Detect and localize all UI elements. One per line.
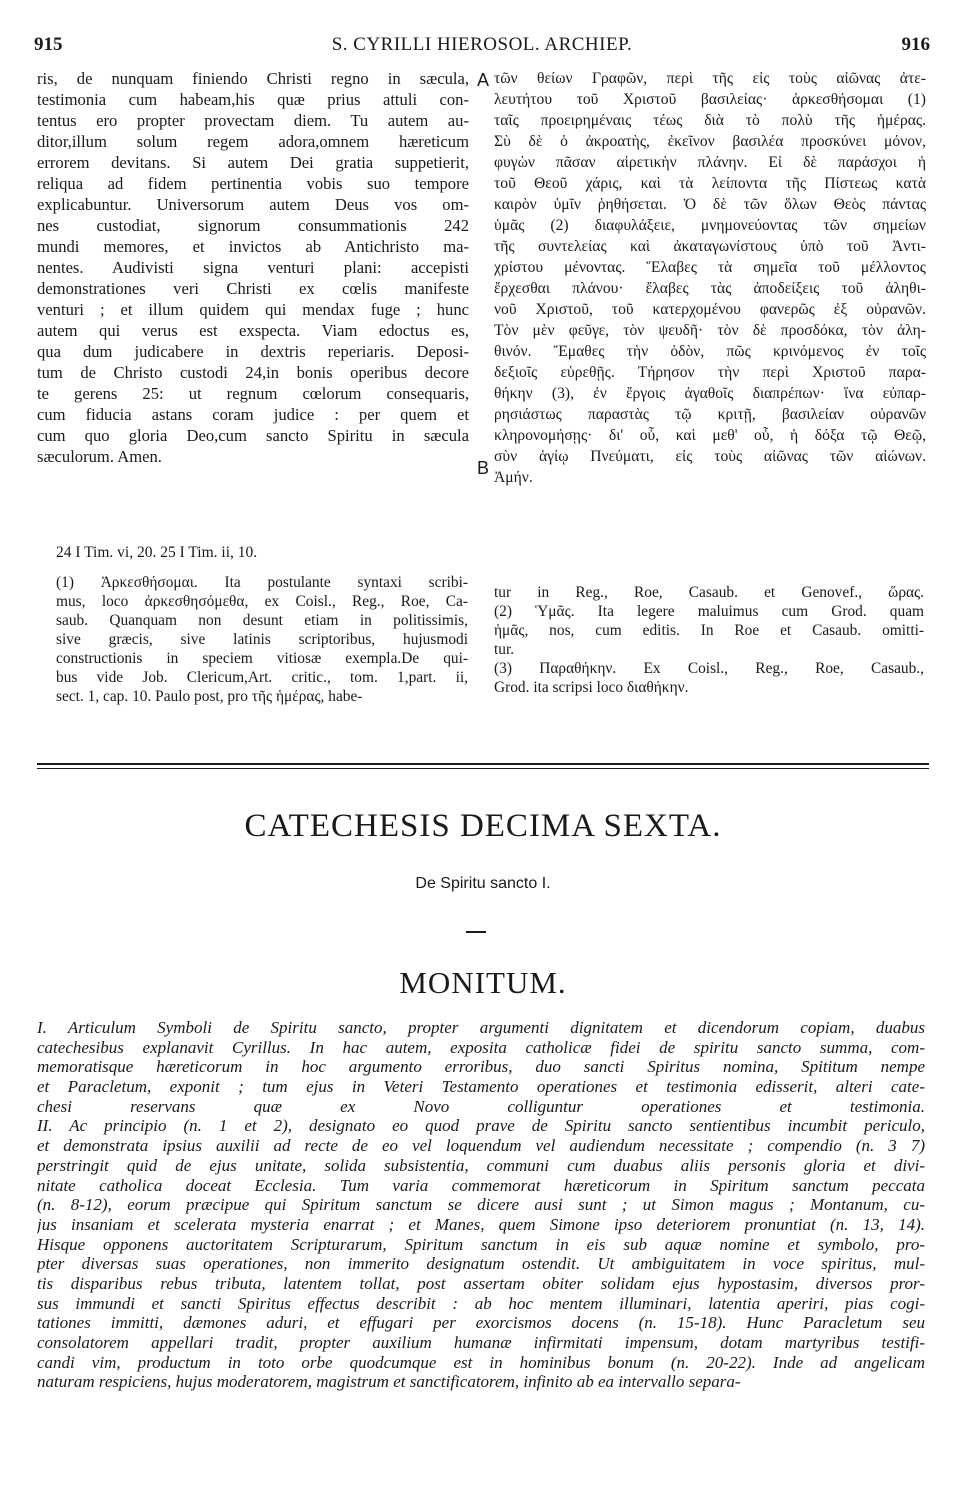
- monitum-text-line: tis disparibus rebus tributa, latentem tollat, post assertam obiter solidam ejus hypostasim, diversos pror-: [37, 1273, 925, 1293]
- footnote-line: (1) Ἀρκεσθήσομαι. Ita postulante syntaxi scribi-: [56, 574, 468, 591]
- latin-text-line: demonstrationes veri Christi ex cœlis manifeste: [37, 279, 469, 298]
- latin-column: [37, 68, 469, 467]
- latin-text-line: nentes. Audivisti signa venturi plani: accepisti: [37, 258, 469, 277]
- monitum-text-line: jus insaniam et scelerata mysteria enarrat ; et Manes, quem Simone ipso deteriorem pronuntiat (n. 13, 14).: [37, 1214, 925, 1234]
- greek-text-line: ρησιάστως παραστὰς τῷ κριτῇ, βασιλείαν οὐρανῶν: [494, 406, 926, 423]
- monitum-text-line: catechesibus explanavit Cyrillus. In hac autem, exposita catholicæ fidei de spiritu sancto summa, com-: [37, 1037, 925, 1057]
- footnote-line: sive græcis, sive latinis scriptoribus, hujusmodi: [56, 631, 468, 648]
- footnotes-left: [56, 573, 468, 706]
- greek-text-line: κληρονομήσῃς· δι' οὗ, καὶ μεθ' οὗ, ἡ δόξα τῷ Θεῷ,: [494, 427, 926, 444]
- greek-text-line: χρίστου μένοντας. Ἔλαβες τὰ σημεῖα τοῦ μέλλοντος: [494, 259, 926, 276]
- section-title: CATECHESIS DECIMA SEXTA.: [244, 808, 722, 844]
- footnote-line: tur.: [494, 641, 515, 658]
- footnote-line: sect. 1, cap. 10. Paulo post, pro τῆς ἡμέρας, habe-: [56, 688, 363, 705]
- section-rule-thick: [37, 763, 929, 765]
- footnotes-right: [494, 583, 924, 697]
- greek-column: [494, 68, 926, 488]
- greek-text-line: Τὸν μὲν φεῦγε, τὸν ψευδῆ· τὸν δὲ προσδόκα, τὸν ἀλη-: [494, 322, 926, 339]
- monitum-text-line: et Paracletum, exponit ; tum ejus in Veteri Testamento operationes et testimonia edisserit, alteri cate-: [37, 1077, 925, 1097]
- monitum-text-line: naturam respiciens, hujus moderatorem, magistrum et sanctificatorem, infinito ab ea intervallo separa-: [37, 1372, 741, 1392]
- latin-text-line: tentus ero propter provectam diem. Tu autem au-: [37, 111, 469, 130]
- monitum-text-line: I. Articulum Symboli de Spiritu sancto, propter argumenti dignitatem et dicendorum copiam, duabus: [37, 1018, 925, 1037]
- monitum-text-line: Hisque opponens auctoritatem Scripturarum, Spiritum sanctum in eis sub aquæ nomine et symbolo, pro-: [37, 1234, 925, 1254]
- monitum-text-line: sus immundi et sancti Spiritus effectus describit : ab hoc mentem illuminari, latentia aperiri, pias cogi-: [37, 1293, 925, 1313]
- greek-text-line: τῶν θείων Γραφῶν, περὶ τῆς εἰς τοὺς αἰῶνας ἀτε-: [494, 70, 926, 87]
- page-number-right: 916: [901, 34, 930, 55]
- greek-text-line: ἔρχεσθαι πλάνου· ἔλαβες τὰς ἀποδείξεις τοῦ ἀληθι-: [494, 280, 926, 297]
- footnote-line: saub. Quanquam non desunt etiam in politissimis,: [56, 612, 468, 629]
- monitum-text-line: candi vim, productum in toto orbe quodcumque est in hominibus bonum (n. 20-22). Inde ad angelicam: [37, 1352, 925, 1372]
- greek-text-line: τοῦ Θεοῦ χάρις, καὶ τὰ λείποντα τῆς Πίστεως κατὰ: [494, 175, 926, 192]
- monitum-text-line: et demonstrata ipsius auxilii ad recte de eo vel loquendum vel audiendum necessitate ; compendio (n. 3 7): [37, 1136, 925, 1156]
- latin-text-line: errorem devitans. Si autem Dei gratia suppetierit,: [37, 153, 469, 172]
- monitum-text-line: II. Ac principio (n. 1 et 2), designato eo quod prave de Spiritu sancto sentientibus incumbit periculo,: [37, 1116, 925, 1136]
- greek-text-line: ὑμᾶς (2) διαφυλάξειε, μνημονεύοντας τῶν σημείων: [494, 217, 926, 234]
- latin-text-line: tum de Christo custodi 24,in bonis operibus decore: [37, 363, 469, 382]
- greek-text-line: Σὺ δὲ ὁ ἀκροατὴς, ἐκεῖνον βασιλέα προσκύνει μόνον,: [494, 133, 926, 150]
- greek-text-line: θινόν. Ἔμαθες τὴν ὁδὸν, πῶς κρινόμενος ἐν τοῖς: [494, 343, 926, 360]
- footnote-line: bus vide Job. Clericum,Art. critic., tom. 1,part. ii,: [56, 669, 468, 686]
- monitum-body: [37, 1018, 925, 1392]
- section-rule-thin: [37, 768, 929, 769]
- greek-text-line: σὺν ἁγίῳ Πνεύματι, εἰς τοὺς αἰῶνας τῶν αἰώνων.: [494, 448, 926, 465]
- footnote-line: (3) Παραθήκην. Ex Coisl., Reg., Roe, Casaub.,: [494, 660, 924, 677]
- latin-text-line: venturi ; et illum quidem qui mendax fuge ; hunc: [37, 300, 469, 319]
- latin-text-line: cum quo gloria Deo,cum sancto Spiritu in sæcula: [37, 426, 469, 445]
- latin-text-line: reliqua ad fidem pertinentia vobis suo tempore: [37, 174, 469, 193]
- page-header: [34, 34, 930, 58]
- section-subtitle: De Spiritu sancto I.: [415, 875, 551, 892]
- monitum-title: MONITUM.: [399, 965, 567, 1000]
- footnote-line: constructionis in speciem vitiosæ exempla.De qui-: [56, 650, 468, 667]
- footnote-line: tur in Reg., Roe, Casaub. et Genovef., ὥρας.: [494, 584, 924, 601]
- monitum-text-line: perstringit quid de ejus unitate, solida subsistentia, communi cum duabus aliis personis gloria et divi-: [37, 1155, 925, 1175]
- latin-text-line: qua dum judicabere in dextris reperiaris. Deposi-: [37, 342, 469, 361]
- greek-text-line: καιρὸν ὑμῖν ῥηθήσεται. Ὁ δὲ τῶν ὅλων Θεὸς πάντας: [494, 196, 926, 213]
- separator-dash: [466, 931, 486, 933]
- footnote-line: Grod. ita scripsi loco διαθήκην.: [494, 679, 689, 696]
- margin-letter-a: A: [477, 70, 490, 90]
- monitum-text-line: nitate catholica doceat Ecclesia. Tum varia commemorat hæreticorum in Spiritum sanctum peccata: [37, 1175, 925, 1195]
- monitum-text-line: (n. 8-12), eorum præcipue qui Spiritum sanctum se dicere ausi sunt ; ut Simon magus ; Montanum, cu-: [37, 1195, 925, 1215]
- scripture-references: 24 I Tim. vi, 20. 25 I Tim. ii, 10.: [56, 544, 258, 561]
- footnote-line: ἡμᾶς, nos, cum editis. In Roe et Casaub. omitti-: [494, 622, 924, 639]
- latin-text-line: mundi memores, et invictos ab Antichristo ma-: [37, 237, 469, 256]
- latin-text-line: autem qui verus est exspecta. Viam edoctus es,: [37, 321, 469, 340]
- latin-text-line: te gerens 25: ut regnum cœlorum consequaris,: [37, 384, 469, 403]
- monitum-text-line: memoratisque hæreticorum in hoc argumento erroribus, duo sancti Spiritus nomina, Spititum nempe: [37, 1057, 925, 1077]
- greek-text-line: δεξιοῖς εὑρεθῇς. Τήρησον τὴν περὶ Χριστοῦ παρα-: [494, 364, 926, 381]
- footnote-line: (2) Ὑμᾶς. Ita legere maluimus cum Grod. quam: [494, 603, 924, 620]
- greek-text-line: νοῦ Χριστοῦ, τοῦ κατερχομένου φανερῶς ἐξ οὐρανῶν.: [494, 301, 926, 318]
- greek-text-line: θήκην (3), ἐν ἔργοις ἀγαθοῖς διαπρέπων· ἵνα εὐπαρ-: [494, 385, 926, 402]
- latin-text-line: ditor,illum solum regem adora,omnem hæreticum: [37, 132, 469, 151]
- page-number-left: 915: [34, 34, 63, 55]
- latin-text-line: sæculorum. Amen.: [37, 447, 162, 466]
- latin-text-line: ris, de nunquam finiendo Christi regno in sæcula,: [37, 69, 469, 88]
- monitum-text-line: consolatorem appellari tradit, propter auxilium humanæ infirmitati impensum, dotam martyribus testifi-: [37, 1333, 925, 1352]
- running-title: S. CYRILLI HIEROSOL. ARCHIEP.: [331, 34, 633, 55]
- greek-text-line: φυγὼν πᾶσαν αἱρετικὴν πλάνην. Εἰ δὲ παράσχοι ἡ: [494, 154, 926, 171]
- greek-text-line: Ἀμήν.: [494, 469, 533, 486]
- footnote-line: mus, loco ἀρκεσθησόμεθα, ex Coisl., Reg., Roe, Ca-: [56, 593, 468, 610]
- monitum-text-line: chesi reservans quæ ex Novo colliguntur operationes et testimonia.: [37, 1096, 925, 1116]
- monitum-text-line: tationes immitti, dæmones aduri, et effugari per exorcismos docens (n. 15-18). Hunc Paracletum seu: [37, 1313, 925, 1333]
- latin-text-line: testimonia cum habeam,his quæ prius attuli con-: [37, 90, 469, 109]
- latin-text-line: nes custodiat, signorum consummationis 242: [37, 216, 469, 235]
- greek-text-line: ταῖς προειρημέναις τέως διὰ τὸ πολὺ τῆς ἡμέρας.: [494, 112, 926, 129]
- margin-letter-b: B: [477, 458, 490, 478]
- latin-text-line: explicabuntur. Universorum autem Deus vos om-: [37, 195, 469, 214]
- monitum-text-line: pter diversas suas operationes, non immerito designatum ostendit. Ut ambiguitatem in voce spiritus, mul-: [37, 1254, 925, 1274]
- latin-text-line: cum fiducia astans coram judice : per quem et: [37, 405, 469, 424]
- greek-text-line: τῆς συντελείας καὶ ἀκαταγωνίστους ὑπὸ τοῦ Ἀντι-: [494, 238, 926, 255]
- greek-text-line: λευτήτου τοῦ Χριστοῦ βασιλείας· ἀρκεσθήσομαι (1): [494, 91, 926, 108]
